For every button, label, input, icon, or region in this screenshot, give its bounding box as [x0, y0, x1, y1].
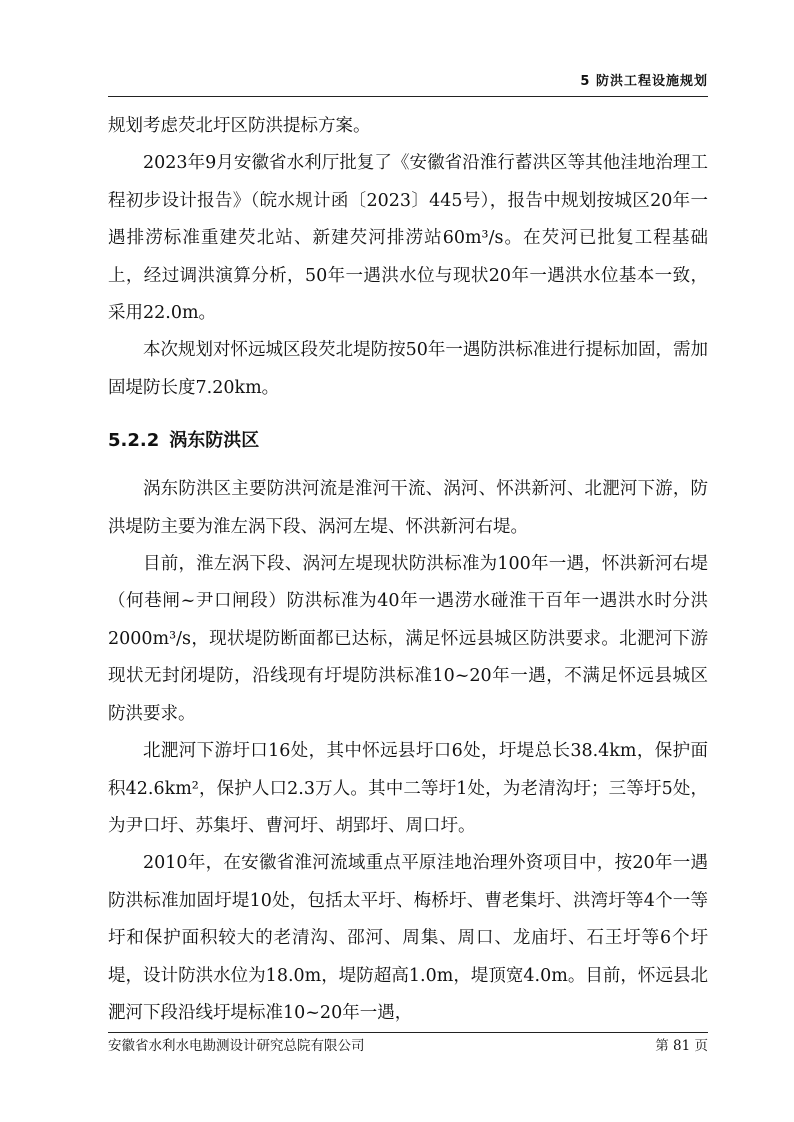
paragraph-5: 目前，淮左涡下段、涡河左堤现状防洪标准为100年一遇，怀洪新河右堤（何巷闸~尹口闸段）防洪标准为40年一遇涝水碰淮干百年一遇洪水时分洪2000m³/s，现状堤防断面都已达标，满足怀远县城区防洪要求。北淝河下游现状无封闭堤防，沿线现有圩堤防洪标准10~20年一遇，不满足怀远县城区防洪要求。 — [108, 554, 708, 724]
paragraph-4: 涡东防洪区主要防洪河流是淮河干流、涡河、怀洪新河、北淝河下游，防洪堤防主要为淮左涡下段、涡河左堤、怀洪新河右堤。 — [108, 479, 708, 537]
paragraph-3: 本次规划对怀远城区段芡北堤防按50年一遇防洪标准进行提标加固，需加固堤防长度7.20km。 — [108, 340, 708, 398]
page-footer — [108, 1036, 708, 1056]
paragraph-6: 北淝河下游圩口16处，其中怀远县圩口6处，圩堤总长38.4km，保护面积42.6km²，保护人口2.3万人。其中二等圩1处，为老清沟圩；三等圩5处，为尹口圩、苏集圩、曹河圩、胡郢圩、周口圩。 — [108, 741, 708, 836]
section-heading — [108, 407, 708, 471]
page-body — [108, 108, 708, 1032]
footer-organization: 安徽省水利水电勘测设计研究总院有限公司 — [108, 1038, 365, 1054]
page-number: 第 81 页 — [655, 1038, 708, 1054]
section-number: 5.2.2 — [108, 430, 160, 452]
running-header — [108, 70, 708, 94]
paragraph-1: 规划考虑芡北圩区防洪提标方案。 — [108, 116, 371, 136]
chapter-title: 5 防洪工程设施规划 — [580, 74, 708, 89]
footer-divider — [108, 1032, 708, 1033]
paragraph-7: 2010年，在安徽省淮河流域重点平原洼地治理外资项目中，按20年一遇防洪标准加固圩堤10处，包括太平圩、梅桥圩、曹老集圩、洪湾圩等4个一等圩和保护面积较大的老清沟、邵河、周集、周口、龙庙圩、石王圩等6个圩堤，设计防洪水位为18.0m，堤防超高1.0m，堤顶宽4.0m。目前，怀远县北淝河下段沿线圩堤标准10~20年一遇， — [108, 853, 708, 1023]
paragraph-2: 2023年9月安徽省水利厅批复了《安徽省沿淮行蓄洪区等其他洼地治理工程初步设计报告》（皖水规计函〔2023〕445号），报告中规划按城区20年一遇排涝标准重建芡北站、新建芡河排涝站60m³/s。在芡河已批复工程基础上，经过调洪演算分析，50年一遇洪水位与现状20年一遇洪水位基本一致，采用22.0m。 — [108, 153, 708, 324]
header-divider — [108, 96, 708, 97]
section-title: 涡东防洪区 — [169, 430, 260, 452]
